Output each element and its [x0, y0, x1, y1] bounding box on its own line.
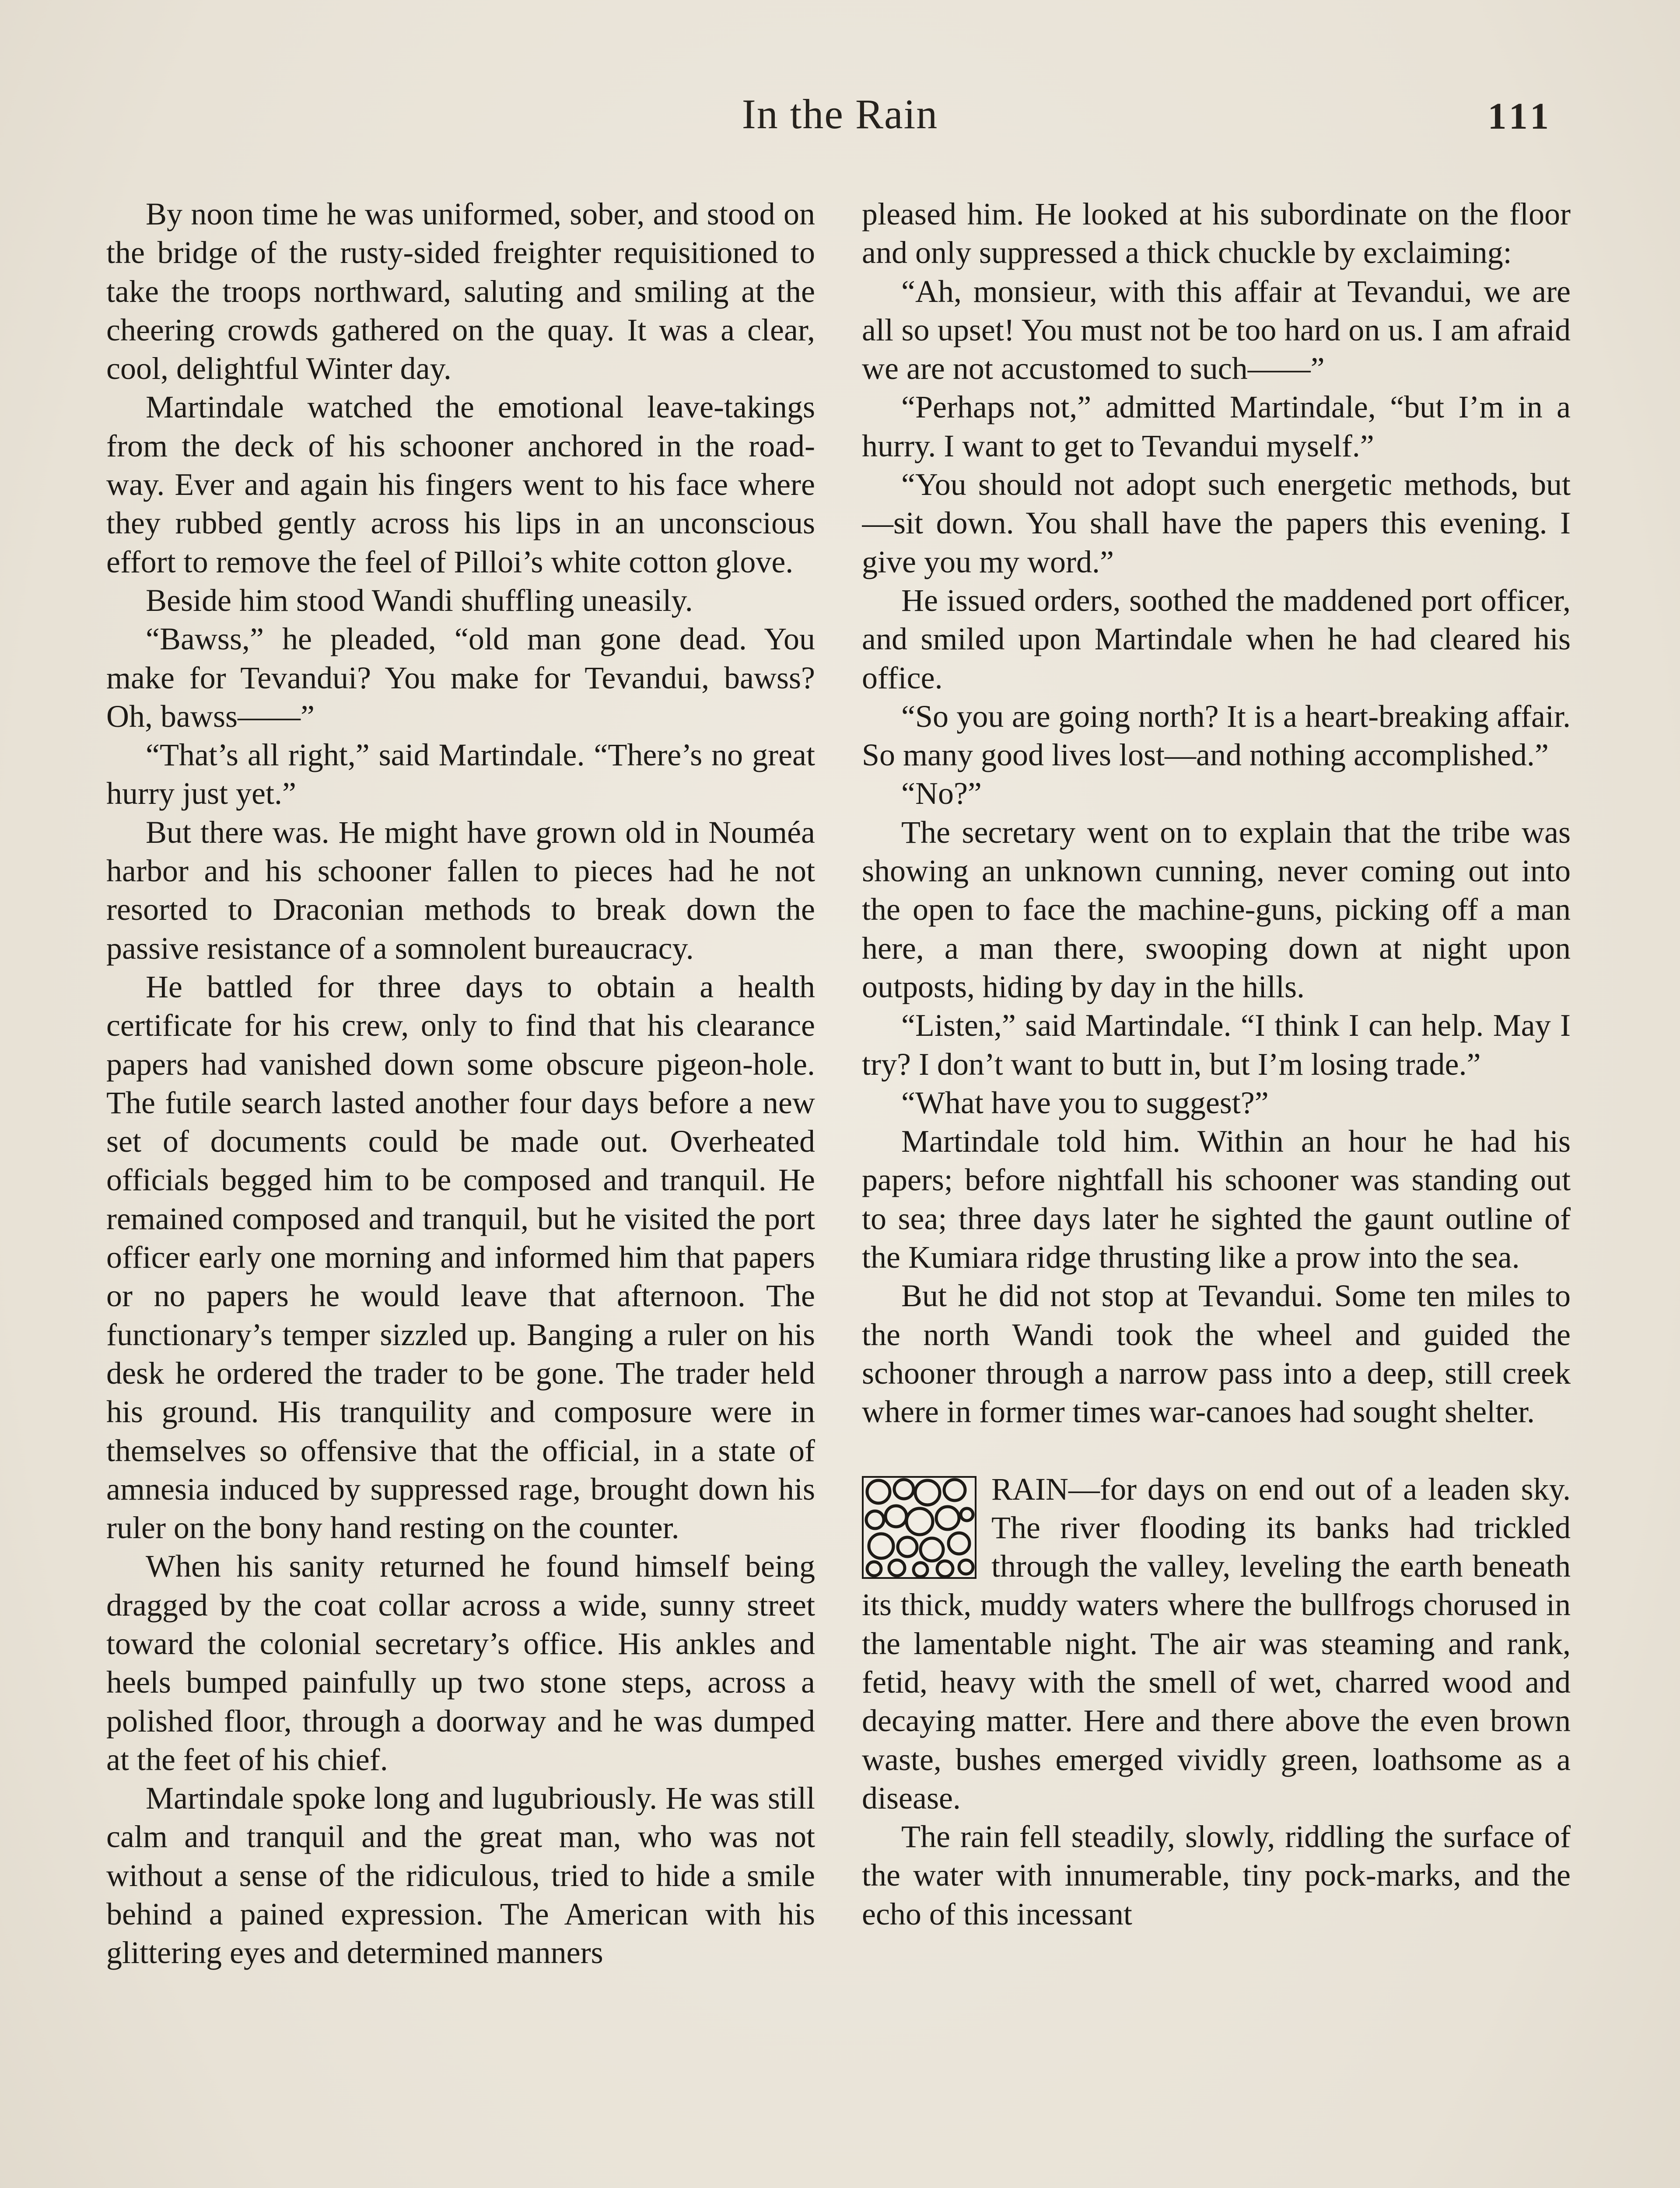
section-opening-text: RAIN—for days on end out of a leaden sky. The river flooding its banks had trickled through the valley, leveling the earth beneath its thick, muddy waters where the bullfrogs chorused in the lamentable night. The air was steaming and rank, fetid, heavy with the smell of wet, charred wood and decaying matter. Here and there above the even brown waste, bushes emerged vividly green, loathsome as a disease. — [862, 1471, 1571, 1816]
paragraph: “What have you to suggest?” — [901, 1085, 1269, 1120]
paragraph: “So you are going north? It is a heart-breaking affair. So many good lives lost—and nothing accomplished.” — [862, 698, 1571, 773]
paragraph: “Listen,” said Martindale. “I think I can help. May I try? I don’t want to butt in, but I’m losing trade.” — [862, 1008, 1571, 1082]
paragraph: Martindale spoke long and lugubriously. He was still calm and tranquil and the great man, who was not without a sense of the ridiculous, tried to hide a smile behind a pained expression. The American with his glittering eyes and determined manners — [106, 1781, 815, 1971]
paragraph: Beside him stood Wandi shuffling uneasily. — [146, 582, 693, 618]
right-column — [862, 195, 1571, 2188]
paragraph: By noon time he was uniformed, sober, and stood on the bridge of the rusty-sided freighter requisitioned to take the troops northward, saluting and smiling at the cheering crowds gathered on the quay. It was a clear, cool, delightful Winter day. — [106, 196, 815, 386]
paragraph: Martindale watched the emotional leave-takings from the deck of his schooner anchored in the road-way. Ever and again his fingers went to his face where they rubbed gently across his lips in an unconscious effort to remove the feel of Pilloi’s white cotton glove. — [106, 389, 815, 579]
paragraph: He battled for three days to obtain a health certificate for his crew, only to find that his clearance papers had vanished down some obscure pigeon-hole. The futile search lasted another four days before a new set of documents could be made out. Overheated officials begged him to be composed and tranquil. He remained composed and tranquil, but he visited the port officer early one morning and informed him that papers or no papers he would leave that afternoon. The functionary’s temper sizzled up. Banging a ruler on his desk he ordered the trader to be gone. The trader held his ground. His tranquility and composure were in themselves so offensive that the official, in a state of amnesia induced by suppressed rage, brought down his ruler on the bony hand resting on the counter. — [106, 969, 815, 1546]
paragraph: The rain fell steadily, slowly, riddling the surface of the water with innumerable, tiny pock-marks, and the echo of this incessant — [862, 1819, 1571, 1932]
paragraph: But there was. He might have grown old in Nouméa harbor and his schooner fallen to pieces had he not resorted to Draconian methods to break down the passive resistance of a somnolent bureaucracy. — [106, 814, 815, 966]
left-column — [106, 195, 815, 2188]
page-number: 111 — [1488, 95, 1553, 137]
section-opening — [862, 1470, 1571, 1818]
paragraph: “Ah, monsieur, with this affair at Tevandui, we are all so upset! You must not be too hard on us. I am afraid we are not accustomed to such——” — [862, 274, 1571, 386]
paragraph: But he did not stop at Tevandui. Some ten miles to the north Wandi took the wheel and guided the schooner through a narrow pass into a deep, still creek where in former times war-canoes had sought shelter. — [862, 1278, 1571, 1430]
paragraph: He issued orders, soothed the maddened port officer, and smiled upon Martindale when he had cleared his office. — [862, 582, 1571, 695]
paragraph: “You should not adopt such energetic methods, but—sit down. You shall have the papers this evening. I give you my word.” — [862, 467, 1571, 579]
paragraph: Martindale told him. Within an hour he had his papers; before nightfall his schooner was standing out to sea; three days later he sighted the gaunt outline of the Kumiara ridge thrusting like a prow into the sea. — [862, 1124, 1571, 1275]
paragraph: “Perhaps not,” admitted Martindale, “but I’m in a hurry. I want to get to Tevandui myself.” — [862, 389, 1571, 463]
paragraph: “That’s all right,” said Martindale. “There’s no great hurry just yet.” — [106, 737, 815, 811]
paragraph: The secretary went on to explain that the tribe was showing an unknown cunning, never coming out into the open to face the machine-guns, picking off a man here, a man there, swooping down at night upon outposts, hiding by day in the hills. — [862, 814, 1571, 1004]
paragraph: “No?” — [901, 776, 982, 811]
running-title: In the Rain — [742, 91, 938, 137]
paragraph: “Bawss,” he pleaded, “old man gone dead. You make for Tevandui? You make for Tevandui, bawss? Oh, bawss——” — [106, 621, 815, 734]
drop-cap-ornament-icon — [862, 1476, 976, 1579]
paragraph: When his sanity returned he found himself being dragged by the coat collar across a wide, sunny street toward the colonial secretary’s office. His ankles and heels bumped painfully up two stone steps, across a polished floor, through a doorway and he was dumped at the feet of his chief. — [106, 1549, 815, 1777]
paragraph: pleased him. He looked at his subordinate on the floor and only suppressed a thick chuckle by exclaiming: — [862, 196, 1571, 270]
